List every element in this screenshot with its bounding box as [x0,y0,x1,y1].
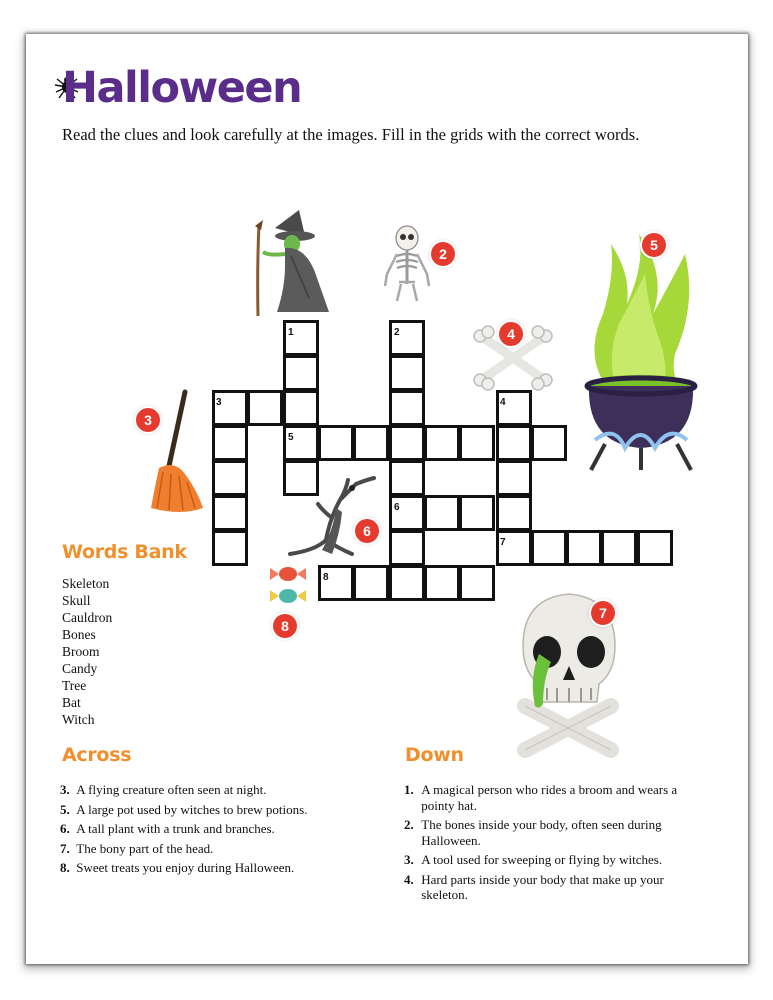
clue-number-1: 1 [288,327,294,338]
grid-cell[interactable] [353,425,389,461]
witch-illustration [247,208,337,318]
grid-cell[interactable] [283,425,319,461]
down-clue [404,782,704,813]
grid-cell[interactable] [531,425,567,461]
clue-number: 4. [404,871,414,887]
clue-text: A tool used for sweeping or flying by witches. [421,852,663,867]
grid-cell[interactable] [496,530,532,566]
grid-cell[interactable] [424,425,460,461]
clue-text: A flying creature often seen at night. [76,782,267,797]
clue-text: Hard parts inside your body that make up your skeleton. [421,871,664,902]
grid-cell[interactable] [496,425,532,461]
across-clue [60,821,380,837]
grid-cell[interactable] [601,530,637,566]
grid-cell[interactable] [212,390,248,426]
clue-number: 6. [60,821,70,836]
clue-number: 7. [60,840,70,856]
clue-number-8: 8 [323,572,329,583]
picture-badge-3: 3 [136,408,160,432]
words-bank-heading: Words Bank [62,541,187,563]
grid-cell[interactable] [637,530,673,566]
grid-cell[interactable] [424,495,460,531]
clue-text: Sweet treats you enjoy during Halloween. [76,860,295,875]
across-clue [60,841,380,857]
candy-illustration [266,564,312,608]
clue-number: 8. [60,860,70,875]
picture-badge-5: 5 [642,233,666,257]
grid-cell[interactable] [459,565,495,601]
broom-illustration [145,390,215,518]
clue-number: 5. [60,801,70,817]
word-item: Tree [62,678,87,693]
grid-cell[interactable] [389,565,425,601]
word-item: Broom [62,644,100,659]
grid-cell[interactable] [496,495,532,531]
grid-cell[interactable] [459,425,495,461]
down-clue [404,852,704,868]
across-clue [60,860,380,876]
clue-number-6: 6 [394,502,400,513]
grid-cell[interactable] [353,565,389,601]
word-item: Skeleton [62,576,110,591]
grid-cell[interactable] [283,390,319,426]
clue-number-7: 7 [500,537,506,548]
word-item: Bat [62,695,81,710]
page-title: Halloween [62,63,302,113]
grid-cell[interactable] [318,565,354,601]
clue-number-3: 3 [216,397,222,408]
clue-text: A tall plant with a trunk and branches. [76,821,275,836]
word-item: Bones [62,627,96,642]
grid-cell[interactable] [283,355,319,391]
picture-badge-8: 8 [273,614,297,638]
grid-cell[interactable] [389,460,425,496]
grid-cell[interactable] [212,530,248,566]
clue-number-5: 5 [288,432,294,443]
grid-cell[interactable] [531,530,567,566]
grid-cell[interactable] [389,425,425,461]
clue-text: The bony part of the head. [76,840,214,856]
grid-cell[interactable] [212,460,248,496]
down-heading: Down [405,744,464,766]
grid-cell[interactable] [283,320,319,356]
grid-cell[interactable] [424,565,460,601]
grid-cell[interactable] [212,495,248,531]
down-clue-list [404,782,704,907]
clue-number: 3. [404,852,414,867]
clue-number-2: 2 [394,327,400,338]
instructions-text: Read the clues and look carefully at the images. Fill in the grids with the correct words. [62,125,640,144]
across-heading: Across [62,744,132,766]
down-clue [404,872,704,903]
across-clue [60,782,380,798]
picture-badge-6: 6 [355,519,379,543]
grid-cell[interactable] [389,495,425,531]
clue-text: A magical person who rides a broom and wears a pointy hat. [421,782,678,813]
clue-number: 3. [60,782,70,797]
skeleton-illustration [379,224,435,302]
grid-cell[interactable] [496,460,532,496]
grid-cell[interactable] [459,495,495,531]
word-item: Candy [62,661,98,676]
across-clue [60,802,380,818]
grid-cell[interactable] [318,425,354,461]
down-clue [404,817,704,848]
grid-cell[interactable] [389,355,425,391]
clue-text: The bones inside your body, often seen during Halloween. [421,817,662,848]
clue-number: 2. [404,817,414,832]
picture-badge-4: 4 [499,322,523,346]
grid-cell[interactable] [247,390,283,426]
grid-cell[interactable] [389,390,425,426]
across-clue-list [60,782,380,880]
grid-cell[interactable] [389,320,425,356]
clue-number-4: 4 [500,397,506,408]
grid-cell[interactable] [566,530,602,566]
word-item: Skull [62,593,91,608]
clue-text: A large pot used by witches to brew potions. [76,801,308,817]
tree-illustration [286,478,378,558]
clue-number: 1. [404,782,414,797]
word-item: Witch [62,712,95,727]
grid-cell[interactable] [389,530,425,566]
grid-cell[interactable] [496,390,532,426]
picture-badge-7: 7 [591,601,615,625]
grid-cell[interactable] [212,425,248,461]
picture-badge-2: 2 [431,242,455,266]
words-bank-list [62,575,112,728]
cauldron-illustration [575,234,705,474]
word-item: Cauldron [62,610,113,625]
